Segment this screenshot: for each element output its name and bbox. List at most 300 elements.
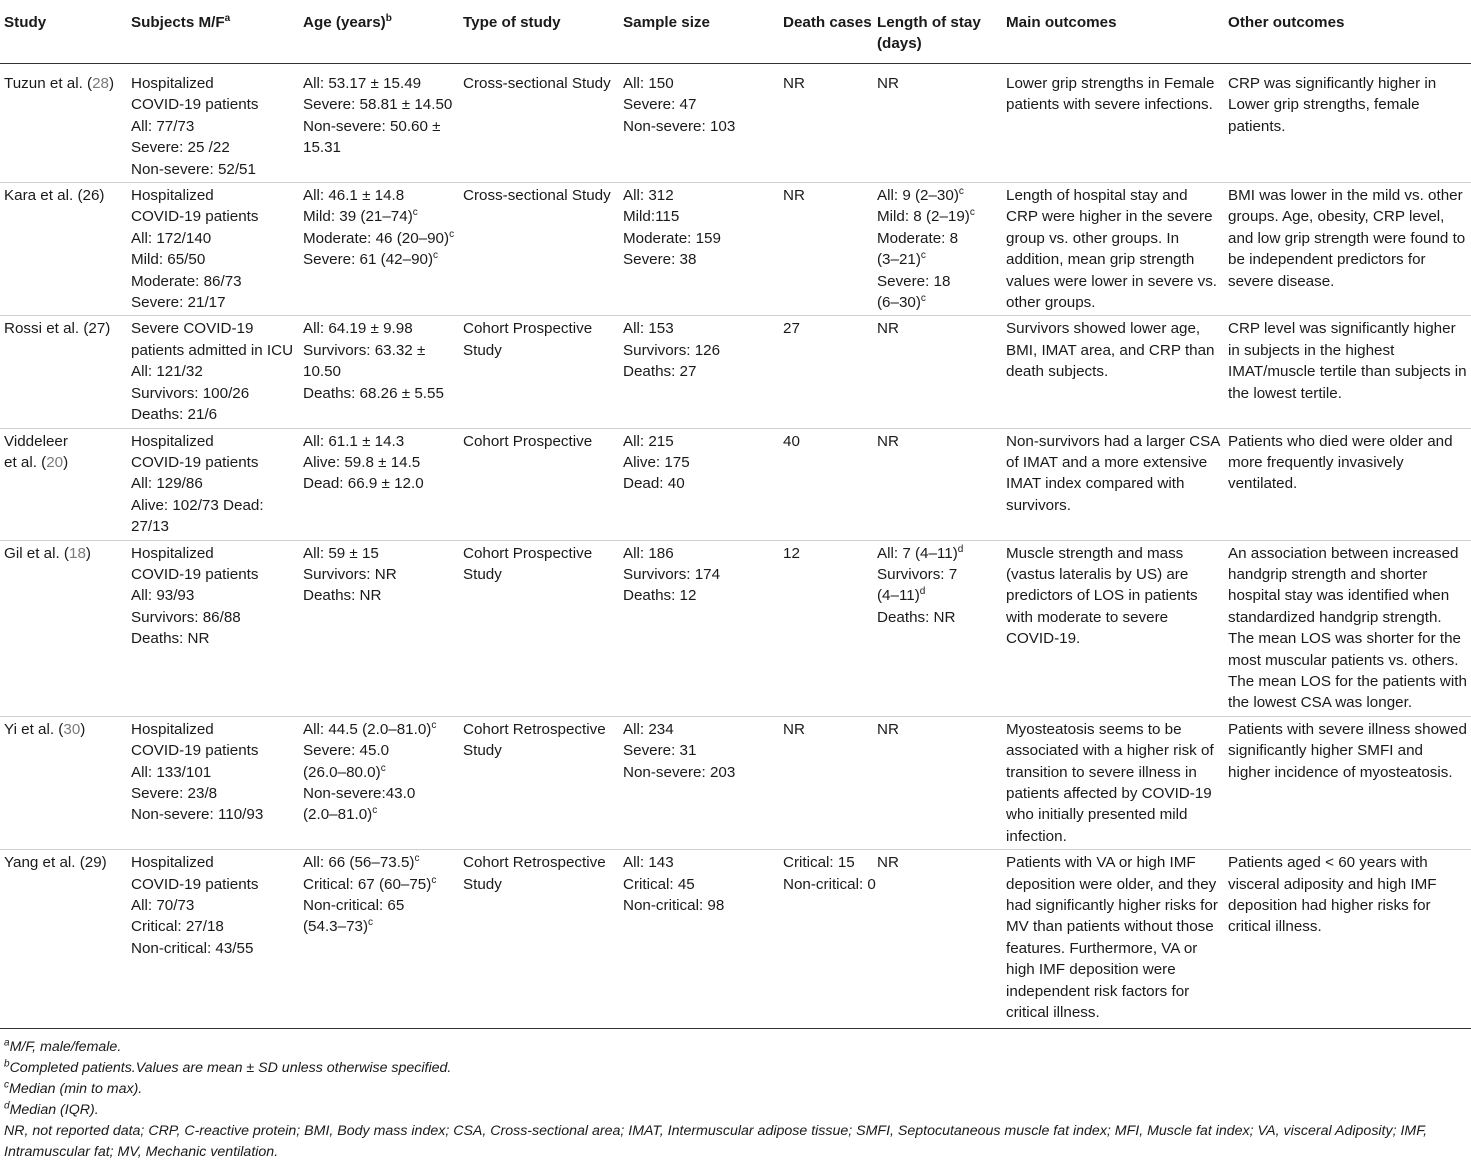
cell-line <box>303 916 455 937</box>
cell-text: Deaths: NR <box>131 630 210 648</box>
table-body <box>0 64 1471 1029</box>
cell-line <box>877 543 998 564</box>
cell-line <box>131 228 295 249</box>
cell-line <box>783 318 869 339</box>
cell-text: patients admitted in ICU <box>131 341 294 359</box>
footnote <box>4 1121 1467 1142</box>
cell-line <box>131 383 295 404</box>
header-death-cases: Death cases <box>779 0 873 64</box>
cell-text: NR <box>877 854 899 872</box>
outcome-text: Survivors showed lower age, BMI, IMAT area, and CRP than death subjects. <box>1006 320 1215 381</box>
cell-other-outcomes <box>1224 428 1471 540</box>
cell-type <box>459 850 619 1029</box>
cell-text: Deaths: 21/6 <box>131 406 218 424</box>
cell-line <box>131 73 295 94</box>
cell-text: Hospitalized <box>131 75 214 92</box>
outcome-text: Patients with severe illness showed significantly higher SMFI and higher incidence of myosteatosis. <box>1228 720 1467 781</box>
header-other-outcomes: Other outcomes <box>1224 0 1471 64</box>
cell-line <box>303 585 455 606</box>
cell-line <box>463 340 615 361</box>
cell-type <box>459 316 619 428</box>
study-name: Yang et al. (29) <box>4 854 107 872</box>
cell-text: (6–30) <box>877 294 921 312</box>
cell-line <box>463 874 615 895</box>
cell-line <box>877 318 998 339</box>
cell-text: All: 66 (56–73.5) <box>303 854 415 872</box>
cell-text: (54.3–73) <box>303 918 369 936</box>
footnote-marker: b <box>4 1058 10 1070</box>
cell-death-cases <box>779 316 873 428</box>
cell-line <box>131 585 295 606</box>
study-name: Gil et al. ( <box>4 544 69 562</box>
cell-text: Mild:115 <box>623 208 680 226</box>
cell-text: Survivors: 174 <box>623 565 721 583</box>
cell-text: 40 <box>783 432 800 450</box>
outcome-text: Patients with VA or high IMF deposition were older, and they had significantly higher risks for MV than patients without those features. Furthermore, VA or high IMF deposition were independent risk factors for critical illness. <box>1006 854 1218 1022</box>
cell-line <box>783 852 869 873</box>
cell-line <box>463 543 615 564</box>
cell-line <box>303 895 455 916</box>
outcome-text: Muscle strength and mass (vastus lateralis by US) are predictors of LOS in patients with moderate to severe COVID-19. <box>1006 544 1198 648</box>
cell-text: Cohort Retrospective <box>463 720 606 738</box>
outcome-text: Length of hospital stay and CRP were higher in the severe group vs. other groups. In addition, mean grip strength values were lower in severe vs. other groups. <box>1006 187 1218 312</box>
cell-line <box>463 318 615 339</box>
cell-line <box>623 585 775 606</box>
cell-main-outcomes <box>1002 850 1224 1029</box>
table-row <box>0 540 1471 716</box>
cell-text: Non-critical: 65 <box>303 897 405 915</box>
cell-text: Hospitalized <box>131 544 214 562</box>
cell-text: Survivors: 86/88 <box>131 608 241 626</box>
cell-text: Non-severe: 110/93 <box>131 806 264 824</box>
cell-age <box>299 850 459 1029</box>
cell-text: (2.0–81.0) <box>303 806 373 824</box>
header-row <box>0 0 1471 64</box>
cell-line <box>131 938 295 959</box>
cell-length-of-stay <box>873 850 1002 1029</box>
cell-line <box>623 473 775 494</box>
header-age: Age (years)$^b$ <box>299 0 459 64</box>
cell-age <box>299 316 459 428</box>
cell-study: Gil et al. (18) <box>0 540 127 716</box>
cell-line <box>783 73 869 94</box>
cell-study <box>0 183 127 316</box>
cell-line <box>623 543 775 564</box>
cell-text: COVID-19 patients <box>131 742 259 760</box>
cell-line <box>623 762 775 783</box>
cell-text: All: 172/140 <box>131 229 212 247</box>
table-row <box>0 316 1471 428</box>
cell-line <box>623 318 775 339</box>
cell-text: Mild: 65/50 <box>131 251 206 269</box>
cell-line <box>303 783 455 804</box>
cell-sample-size <box>619 183 779 316</box>
footnote-marker: c <box>4 1079 9 1091</box>
cell-type <box>459 183 619 316</box>
cell-text: COVID-19 patients <box>131 208 259 226</box>
reference-link[interactable]: 28 <box>92 75 109 92</box>
cell-text: Alive: 102/73 Dead: <box>131 496 264 514</box>
cell-line <box>303 361 455 382</box>
cell-line <box>131 404 295 425</box>
header-subjects: Subjects $M/F^a$ <box>127 0 299 64</box>
cell-text: Hospitalized <box>131 187 214 205</box>
cell-line <box>131 185 295 206</box>
cell-line <box>877 719 998 740</box>
outcome-text: Non-survivors had a larger CSA of IMAT and a more extensive IMAT index compared with survivors. <box>1006 432 1220 514</box>
cell-age <box>299 716 459 849</box>
table-row <box>0 716 1471 849</box>
cell-text: NR <box>877 432 899 450</box>
cell-text: Cohort Prospective <box>463 544 593 562</box>
cell-text: Mild: 39 (21–74) <box>303 208 413 226</box>
cell-line <box>303 137 455 158</box>
cell-line <box>463 740 615 761</box>
cell-text: Severe: 58.81 ± 14.50 <box>303 96 453 114</box>
cell-death-cases <box>779 428 873 540</box>
footnote-marker: c <box>920 293 926 304</box>
cell-line <box>623 719 775 740</box>
cell-text: All: 7 (4–11) <box>877 544 958 562</box>
table-row <box>0 428 1471 540</box>
cell-text: Deaths: 27 <box>623 363 697 381</box>
cell-line <box>303 116 455 137</box>
cell-text: Deaths: 12 <box>623 587 697 605</box>
cell-text: All: 129/86 <box>131 475 203 493</box>
cell-text: Study <box>463 742 502 760</box>
cell-line <box>463 185 615 206</box>
cell-type <box>459 716 619 849</box>
reference-link[interactable]: 18 <box>69 544 86 562</box>
outcome-text: Patients aged < 60 years with visceral adiposity and high IMF deposition had higher risks for critical illness. <box>1228 854 1437 936</box>
cell-line <box>131 628 295 649</box>
cell-line <box>131 762 295 783</box>
cell-line <box>877 73 998 94</box>
cell-age <box>299 428 459 540</box>
reference-link[interactable]: 30 <box>63 720 81 738</box>
cell-text: Severe: 61 (42–90) <box>303 251 434 269</box>
cell-death-cases <box>779 716 873 849</box>
cell-text: Hospitalized <box>131 720 214 738</box>
cell-text: NR <box>877 320 899 338</box>
cell-text: All: 215 <box>623 432 674 450</box>
outcome-text: An association between increased handgrip strength and shorter hospital stay was identified when standardized handgrip strength. The mean LOS was shorter for the most muscular patients vs. others. The mean LOS for the patients with the lowest CSA was longer. <box>1228 544 1467 712</box>
cell-text: All: 153 <box>623 320 674 338</box>
cell-study <box>0 428 127 540</box>
cell-main-outcomes <box>1002 540 1224 716</box>
cell-line <box>623 116 775 137</box>
cell-study <box>0 316 127 428</box>
cell-text: Non-critical: 98 <box>623 897 725 915</box>
cell-text: 12 <box>783 544 800 562</box>
cell-line <box>303 431 455 452</box>
cell-text: Non-severe: 103 <box>623 117 736 135</box>
cell-line <box>783 431 869 452</box>
cell-line <box>877 249 998 270</box>
cell-line <box>783 874 876 895</box>
cell-line <box>303 73 455 94</box>
cell-text: Survivors: 126 <box>623 341 721 359</box>
cell-text: All: 121/32 <box>131 363 203 381</box>
cell-line <box>303 383 455 404</box>
cell-length-of-stay <box>873 716 1002 849</box>
cell-line <box>131 895 295 916</box>
cell-line <box>623 452 775 473</box>
cell-text: All: 46.1 ± 14.8 <box>303 187 405 205</box>
cell-line <box>131 452 295 473</box>
header-type: Type of study <box>459 0 619 64</box>
cell-line: et al. (20) <box>4 453 69 471</box>
cell-text: 27 <box>783 320 800 338</box>
study-name: Viddeleer <box>4 432 68 450</box>
footnote-marker: d <box>919 586 926 598</box>
cell-line <box>783 543 869 564</box>
cell-main-outcomes <box>1002 428 1224 540</box>
cell-text: Moderate: 46 (20–90) <box>303 229 450 247</box>
outcome-text: Patients who died were older and more frequently invasively ventilated. <box>1228 432 1453 493</box>
cell-line <box>623 73 775 94</box>
cell-text: NR <box>783 187 805 205</box>
cell-line <box>303 852 455 873</box>
footnote-marker: c <box>958 185 964 197</box>
cell-text: Moderate: 159 <box>623 229 721 247</box>
cell-line <box>463 73 615 94</box>
cell-line <box>131 249 295 270</box>
cell-line <box>131 543 295 564</box>
cell-line <box>303 719 455 740</box>
study-name: Yi et al. ( <box>4 720 64 738</box>
cell-line <box>131 473 295 494</box>
cell-type <box>459 428 619 540</box>
cell-line <box>131 340 295 361</box>
cell-study: Tuzun et al. (28) <box>0 64 127 183</box>
cell-subjects <box>127 183 299 316</box>
cell-line <box>303 543 455 564</box>
cell-text: NR <box>783 720 805 738</box>
footnote-marker: c <box>380 762 386 774</box>
cell-line <box>131 516 295 537</box>
cell-text: Severe: 47 <box>623 96 697 114</box>
footnote-text: Intramuscular fat; MV, Mechanic ventilation. <box>4 1144 279 1161</box>
reference-link[interactable]: 20 <box>46 453 64 471</box>
footnote-text: M/F, male/female. <box>9 1039 122 1056</box>
cell-text: Study <box>463 565 502 583</box>
cell-line <box>877 585 998 606</box>
cell-text: Cohort Prospective <box>463 432 593 450</box>
cell-text: Mild: 8 (2–19) <box>877 208 970 226</box>
cell-line <box>131 607 295 628</box>
cell-death-cases <box>779 540 873 716</box>
cell-text: Dead: 40 <box>623 475 685 493</box>
cell-line <box>131 271 295 292</box>
cell-line <box>877 852 998 873</box>
footnote-text: Completed patients.Values are mean ± SD unless otherwise specified. <box>9 1060 452 1077</box>
cell-text: Critical: 67 (60–75) <box>303 875 432 893</box>
cell-length-of-stay <box>873 540 1002 716</box>
cell-line <box>303 94 455 115</box>
footnote <box>4 1037 1467 1058</box>
cell-line <box>4 431 123 452</box>
cell-line <box>877 185 998 206</box>
cell-text: Cross-sectional Study <box>463 187 611 205</box>
cell-text: Severe: 38 <box>623 251 697 269</box>
cell-age <box>299 64 459 183</box>
footnote-text: Median (min to max). <box>9 1081 143 1098</box>
cell-text: Critical: 15 <box>783 854 855 872</box>
cell-text: Hospitalized <box>131 432 214 450</box>
cell-line <box>131 318 295 339</box>
cell-line <box>877 431 998 452</box>
cell-main-outcomes <box>1002 64 1224 183</box>
cell-line <box>303 185 455 206</box>
cell-line <box>623 564 775 585</box>
cell-sample-size <box>619 428 779 540</box>
cell-text: All: 150 <box>623 75 674 92</box>
footnote-marker: c <box>449 228 455 240</box>
cell-text: All: 143 <box>623 854 674 872</box>
cell-line <box>303 318 455 339</box>
cell-sample-size <box>619 850 779 1029</box>
cell-text: Severe: 45.0 <box>303 742 390 760</box>
footnote-marker: c <box>969 207 975 219</box>
cell-text: (26.0–80.0) <box>303 763 381 781</box>
cell-text: All: 53.17 ± 15.49 <box>303 75 422 92</box>
cell-text: Cohort Retrospective <box>463 854 606 872</box>
cell-text: Cohort Prospective <box>463 320 593 338</box>
cell-line <box>877 271 998 292</box>
footnote-marker: c <box>431 874 437 886</box>
cell-other-outcomes <box>1224 540 1471 716</box>
cell-text: All: 312 <box>623 187 674 205</box>
cell-subjects <box>127 428 299 540</box>
cell-length-of-stay <box>873 428 1002 540</box>
cell-text: Deaths: 68.26 ± 5.55 <box>303 384 444 402</box>
cell-text: All: 61.1 ± 14.3 <box>303 432 405 450</box>
cell-text: (4–11) <box>877 587 920 605</box>
cell-length-of-stay <box>873 316 1002 428</box>
table-row <box>0 64 1471 183</box>
cell-line <box>463 431 615 452</box>
header-length-of-stay: Length of stay (days) <box>873 0 1002 64</box>
cell-line <box>303 804 455 825</box>
outcome-text: BMI was lower in the mild vs. other groups. Age, obesity, CRP level, and low grip strength were found to be independent predictors for severe disease. <box>1228 187 1466 290</box>
cell-age <box>299 183 459 316</box>
cell-other-outcomes <box>1224 64 1471 183</box>
cell-type <box>459 64 619 183</box>
cell-study <box>0 850 127 1029</box>
outcome-text: CRP was significantly higher in Lower grip strengths, female patients. <box>1228 75 1437 135</box>
cell-text: All: 186 <box>623 544 674 562</box>
cell-line <box>303 249 455 270</box>
cell-text: All: 234 <box>623 720 674 738</box>
cell-text: Alive: 175 <box>623 453 690 471</box>
cell-text: Severe: 18 <box>877 272 951 290</box>
study-name: et al. ( <box>4 453 47 471</box>
cell-other-outcomes <box>1224 183 1471 316</box>
cell-line <box>303 340 455 361</box>
cell-type <box>459 540 619 716</box>
cell-length-of-stay <box>873 64 1002 183</box>
cell-subjects <box>127 316 299 428</box>
footnote-marker: c <box>414 853 420 865</box>
cell-text: NR <box>877 75 899 92</box>
cell-text: Survivors: NR <box>303 565 397 583</box>
cell-subjects <box>127 540 299 716</box>
cell-other-outcomes <box>1224 316 1471 428</box>
cell-line <box>131 94 295 115</box>
cell-text: All: 70/73 <box>131 897 195 915</box>
cell-text: Critical: 27/18 <box>131 918 224 936</box>
cell-line <box>131 804 295 825</box>
footnote <box>4 1079 1467 1100</box>
cell-line <box>131 783 295 804</box>
footnote-marker: c <box>412 207 418 219</box>
header-study: Study <box>0 0 127 64</box>
cell-text: All: 59 ± 15 <box>303 544 379 562</box>
cell-line <box>877 228 998 249</box>
cell-line <box>623 895 775 916</box>
cell-text: All: 93/93 <box>131 587 195 605</box>
cell-line <box>623 249 775 270</box>
cell-text: Dead: 66.9 ± 12.0 <box>303 475 424 493</box>
cell-line <box>131 116 295 137</box>
cell-sample-size <box>619 716 779 849</box>
footnote-text: Median (IQR). <box>9 1102 99 1119</box>
cell-other-outcomes <box>1224 850 1471 1029</box>
cell-line <box>783 185 869 206</box>
cell-text: Study <box>463 875 502 893</box>
cell-line <box>131 916 295 937</box>
footnote-marker: c <box>368 917 374 929</box>
cell-text: Non-critical: 0 <box>783 875 876 893</box>
cell-line <box>877 607 998 628</box>
cell-line <box>303 874 455 895</box>
footnote-marker: d <box>4 1100 10 1112</box>
cell-text: Study <box>463 341 502 359</box>
study-name: Kara et al. (26) <box>4 187 105 205</box>
cell-text: NR <box>783 75 805 92</box>
cell-text: All: 77/73 <box>131 117 195 135</box>
cell-line <box>463 564 615 585</box>
cell-line <box>463 852 615 873</box>
header-main-outcomes: Main outcomes <box>1002 0 1224 64</box>
footnote-marker: a <box>4 1037 10 1049</box>
cell-main-outcomes <box>1002 183 1224 316</box>
cell-text: 10.50 <box>303 363 342 381</box>
cell-line <box>623 740 775 761</box>
cell-text: All: 64.19 ± 9.98 <box>303 320 413 338</box>
cell-text: Severe: 23/8 <box>131 785 218 802</box>
cell-line <box>131 206 295 227</box>
footnote <box>4 1100 1467 1121</box>
cell-sample-size <box>619 540 779 716</box>
cell-text: Severe: 31 <box>623 742 697 760</box>
cell-main-outcomes <box>1002 316 1224 428</box>
cell-length-of-stay <box>873 183 1002 316</box>
cell-sample-size <box>619 316 779 428</box>
cell-line <box>303 740 455 761</box>
cell-line <box>623 340 775 361</box>
cell-age <box>299 540 459 716</box>
cell-text: Survivors: 63.32 ± <box>303 341 426 359</box>
table-row <box>0 850 1471 1029</box>
table-footnotes <box>0 1029 1471 1163</box>
cell-main-outcomes <box>1002 716 1224 849</box>
cell-text: Severe COVID-19 <box>131 320 254 338</box>
cell-line <box>623 185 775 206</box>
cell-death-cases <box>779 64 873 183</box>
cell-text: COVID-19 patients <box>131 875 259 893</box>
